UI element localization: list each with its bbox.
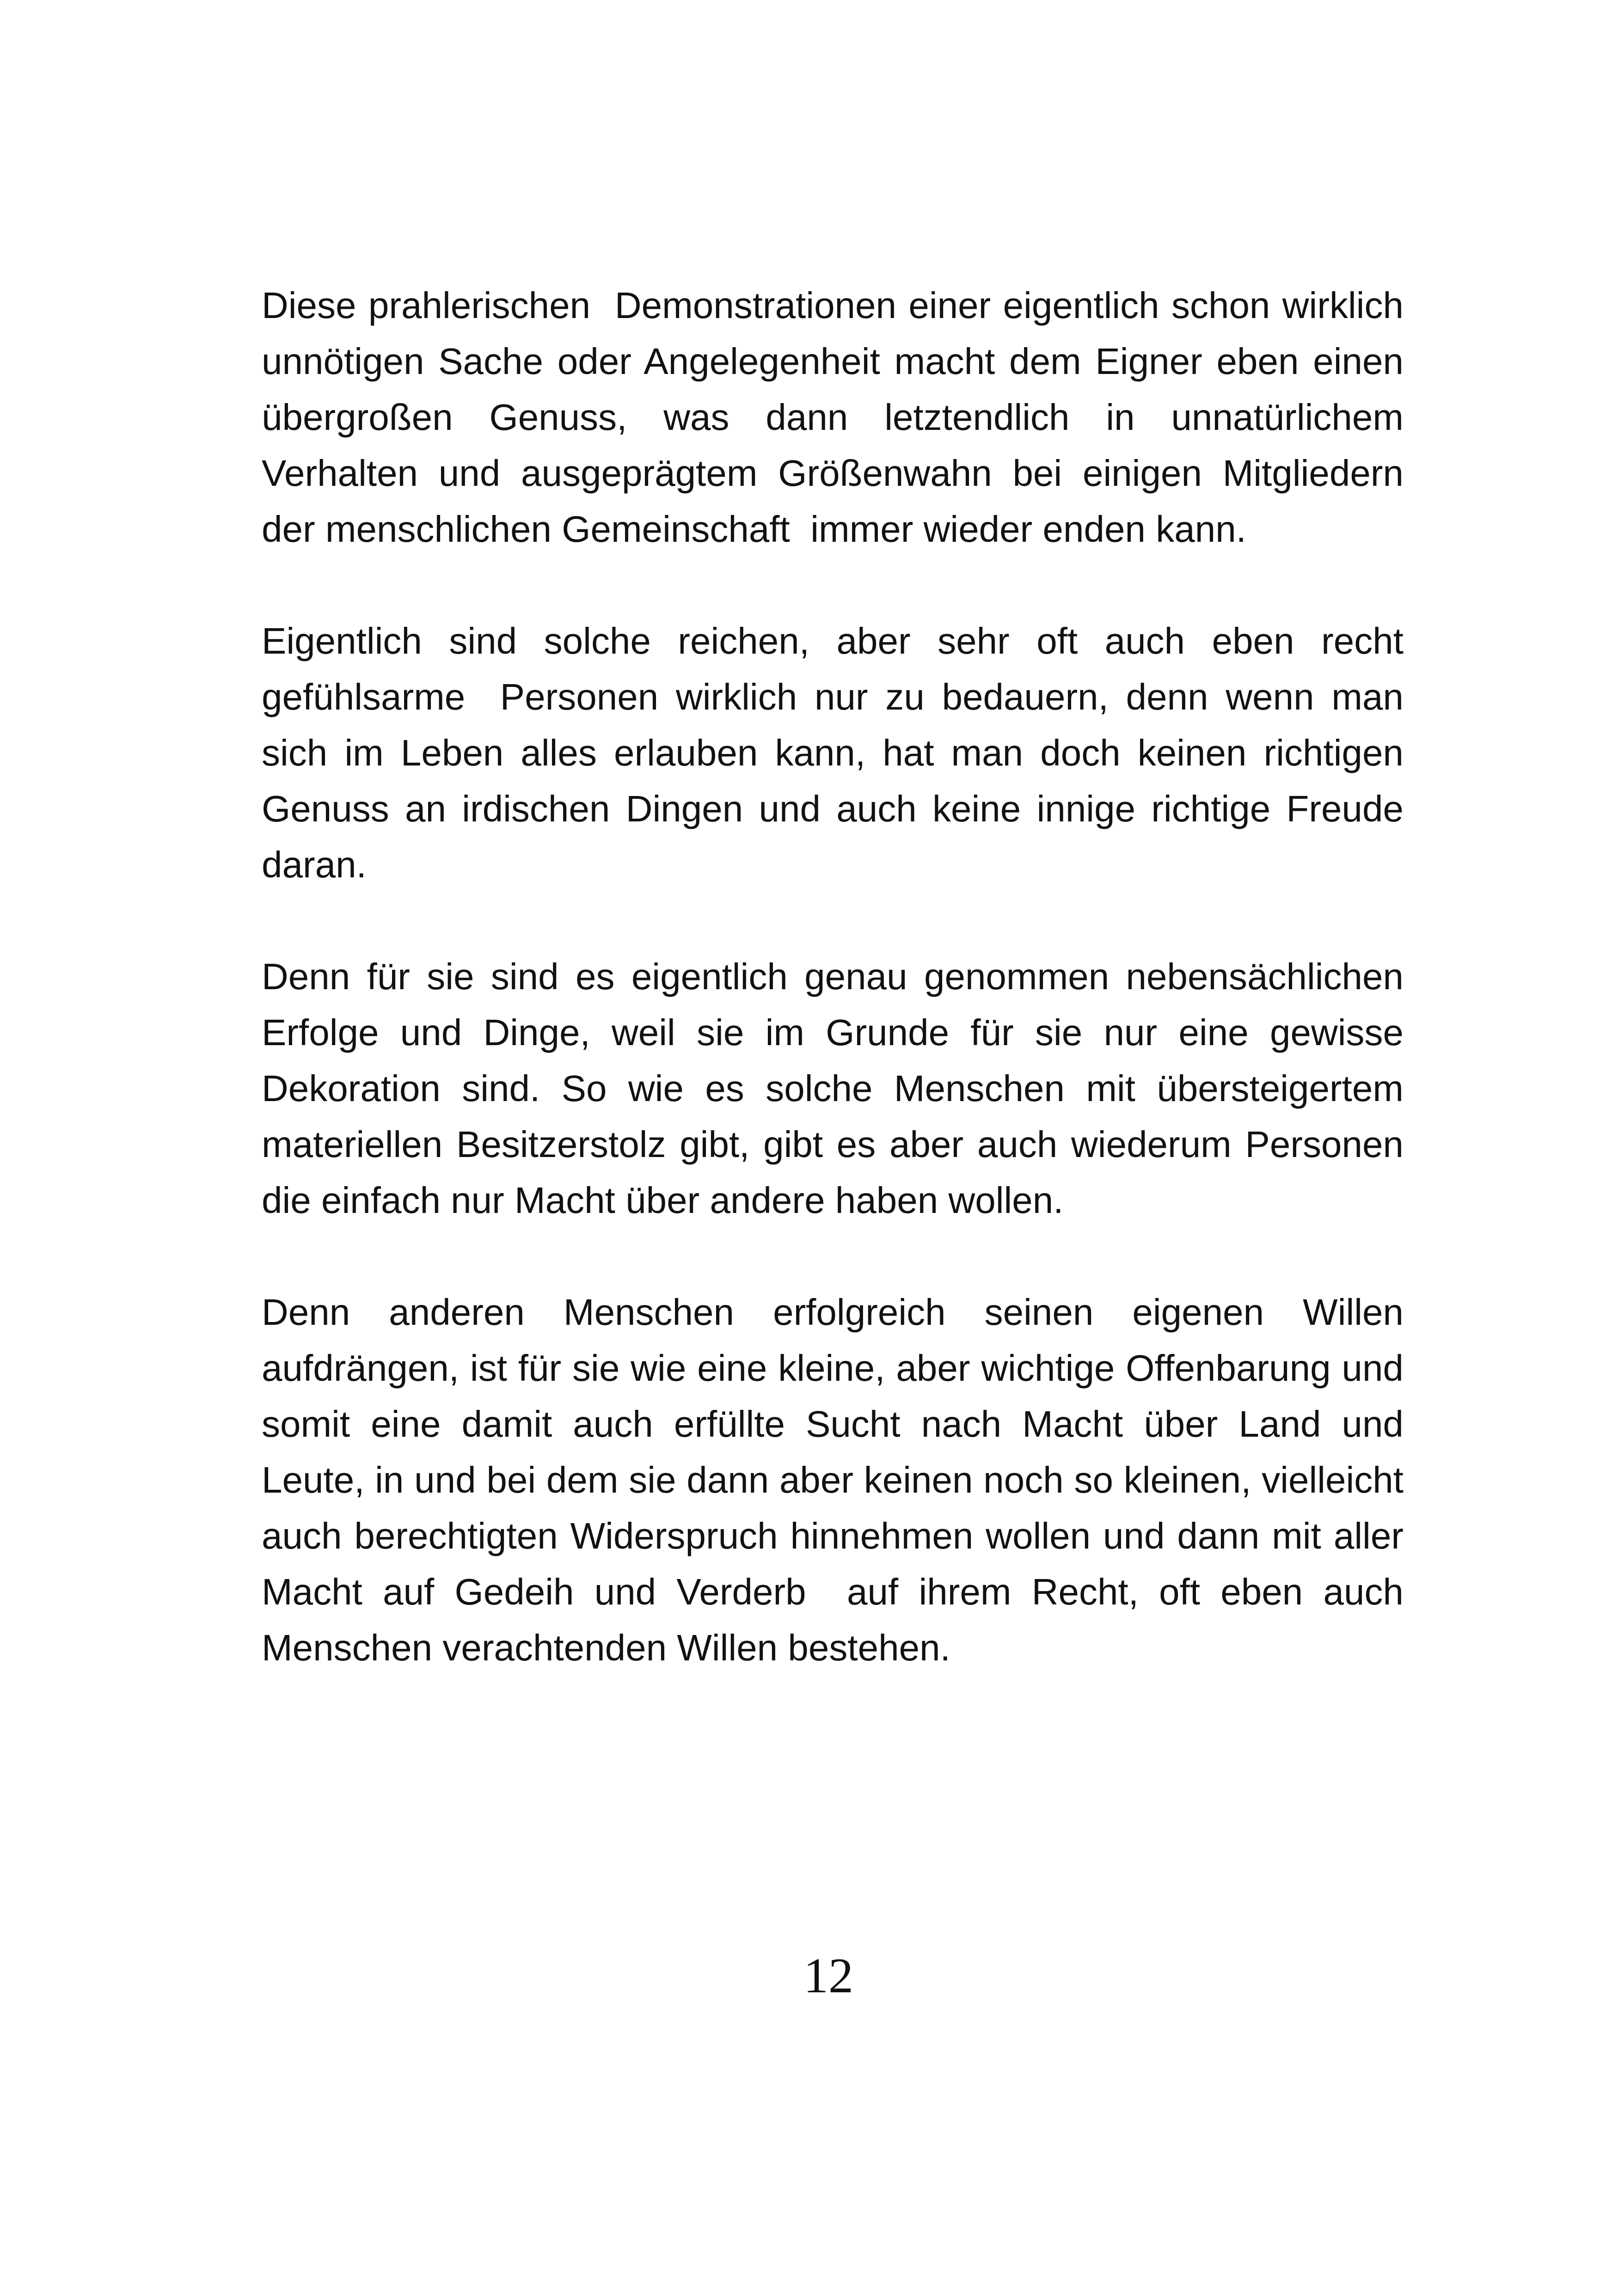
paragraph-4: Denn anderen Menschen erfolgreich seinen eigenen Willen aufdrängen, ist für sie wie eine kleine, aber wichtige Offenbarung und somit eine damit auch erfüllte Sucht nach Macht über Land und Leute, in und bei dem sie dann aber keinen noch so kleinen, vielleicht auch berechtigten Widerspruch hinnehmen wollen und dann mit aller Macht auf Gedeih und Verderb auf ihrem Recht, oft eben auch Menschen verachtenden Willen bestehen. — [262, 1292, 1414, 1668]
paragraph-3: Denn für sie sind es eigentlich genau genommen nebensächlichen Erfolge und Dinge, weil sie im Grunde für sie nur eine gewisse Dekoration sind. So wie es solche Menschen mit übersteigertem materiellen Besitzerstolz gibt, gibt es aber auch wiederum Personen die einfach nur Macht über andere haben wollen. — [262, 956, 1414, 1221]
paragraph-2: Eigentlich sind solche reichen, aber sehr oft auch eben recht gefühlsarme Personen wirklich nur zu bedauern, denn wenn man sich im Leben alles erlauben kann, hat man doch keinen richtigen Genuss an irdischen Dingen und auch keine innige richtige Freude daran. — [262, 620, 1414, 885]
paragraph-1: Diese prahlerischen Demonstrationen einer eigentlich schon wirklich unnötigen Sache oder Angelegenheit macht dem Eigner eben einen übergroßen Genuss, was dann letztendlich in unnatürlichem Verhalten und ausgeprägtem Größenwahn bei einigen Mitgliedern der menschlichen Gemeinschaft immer wieder enden kann. — [262, 285, 1414, 550]
body-text — [262, 277, 1414, 1676]
page-number: 12 — [803, 1948, 853, 2003]
